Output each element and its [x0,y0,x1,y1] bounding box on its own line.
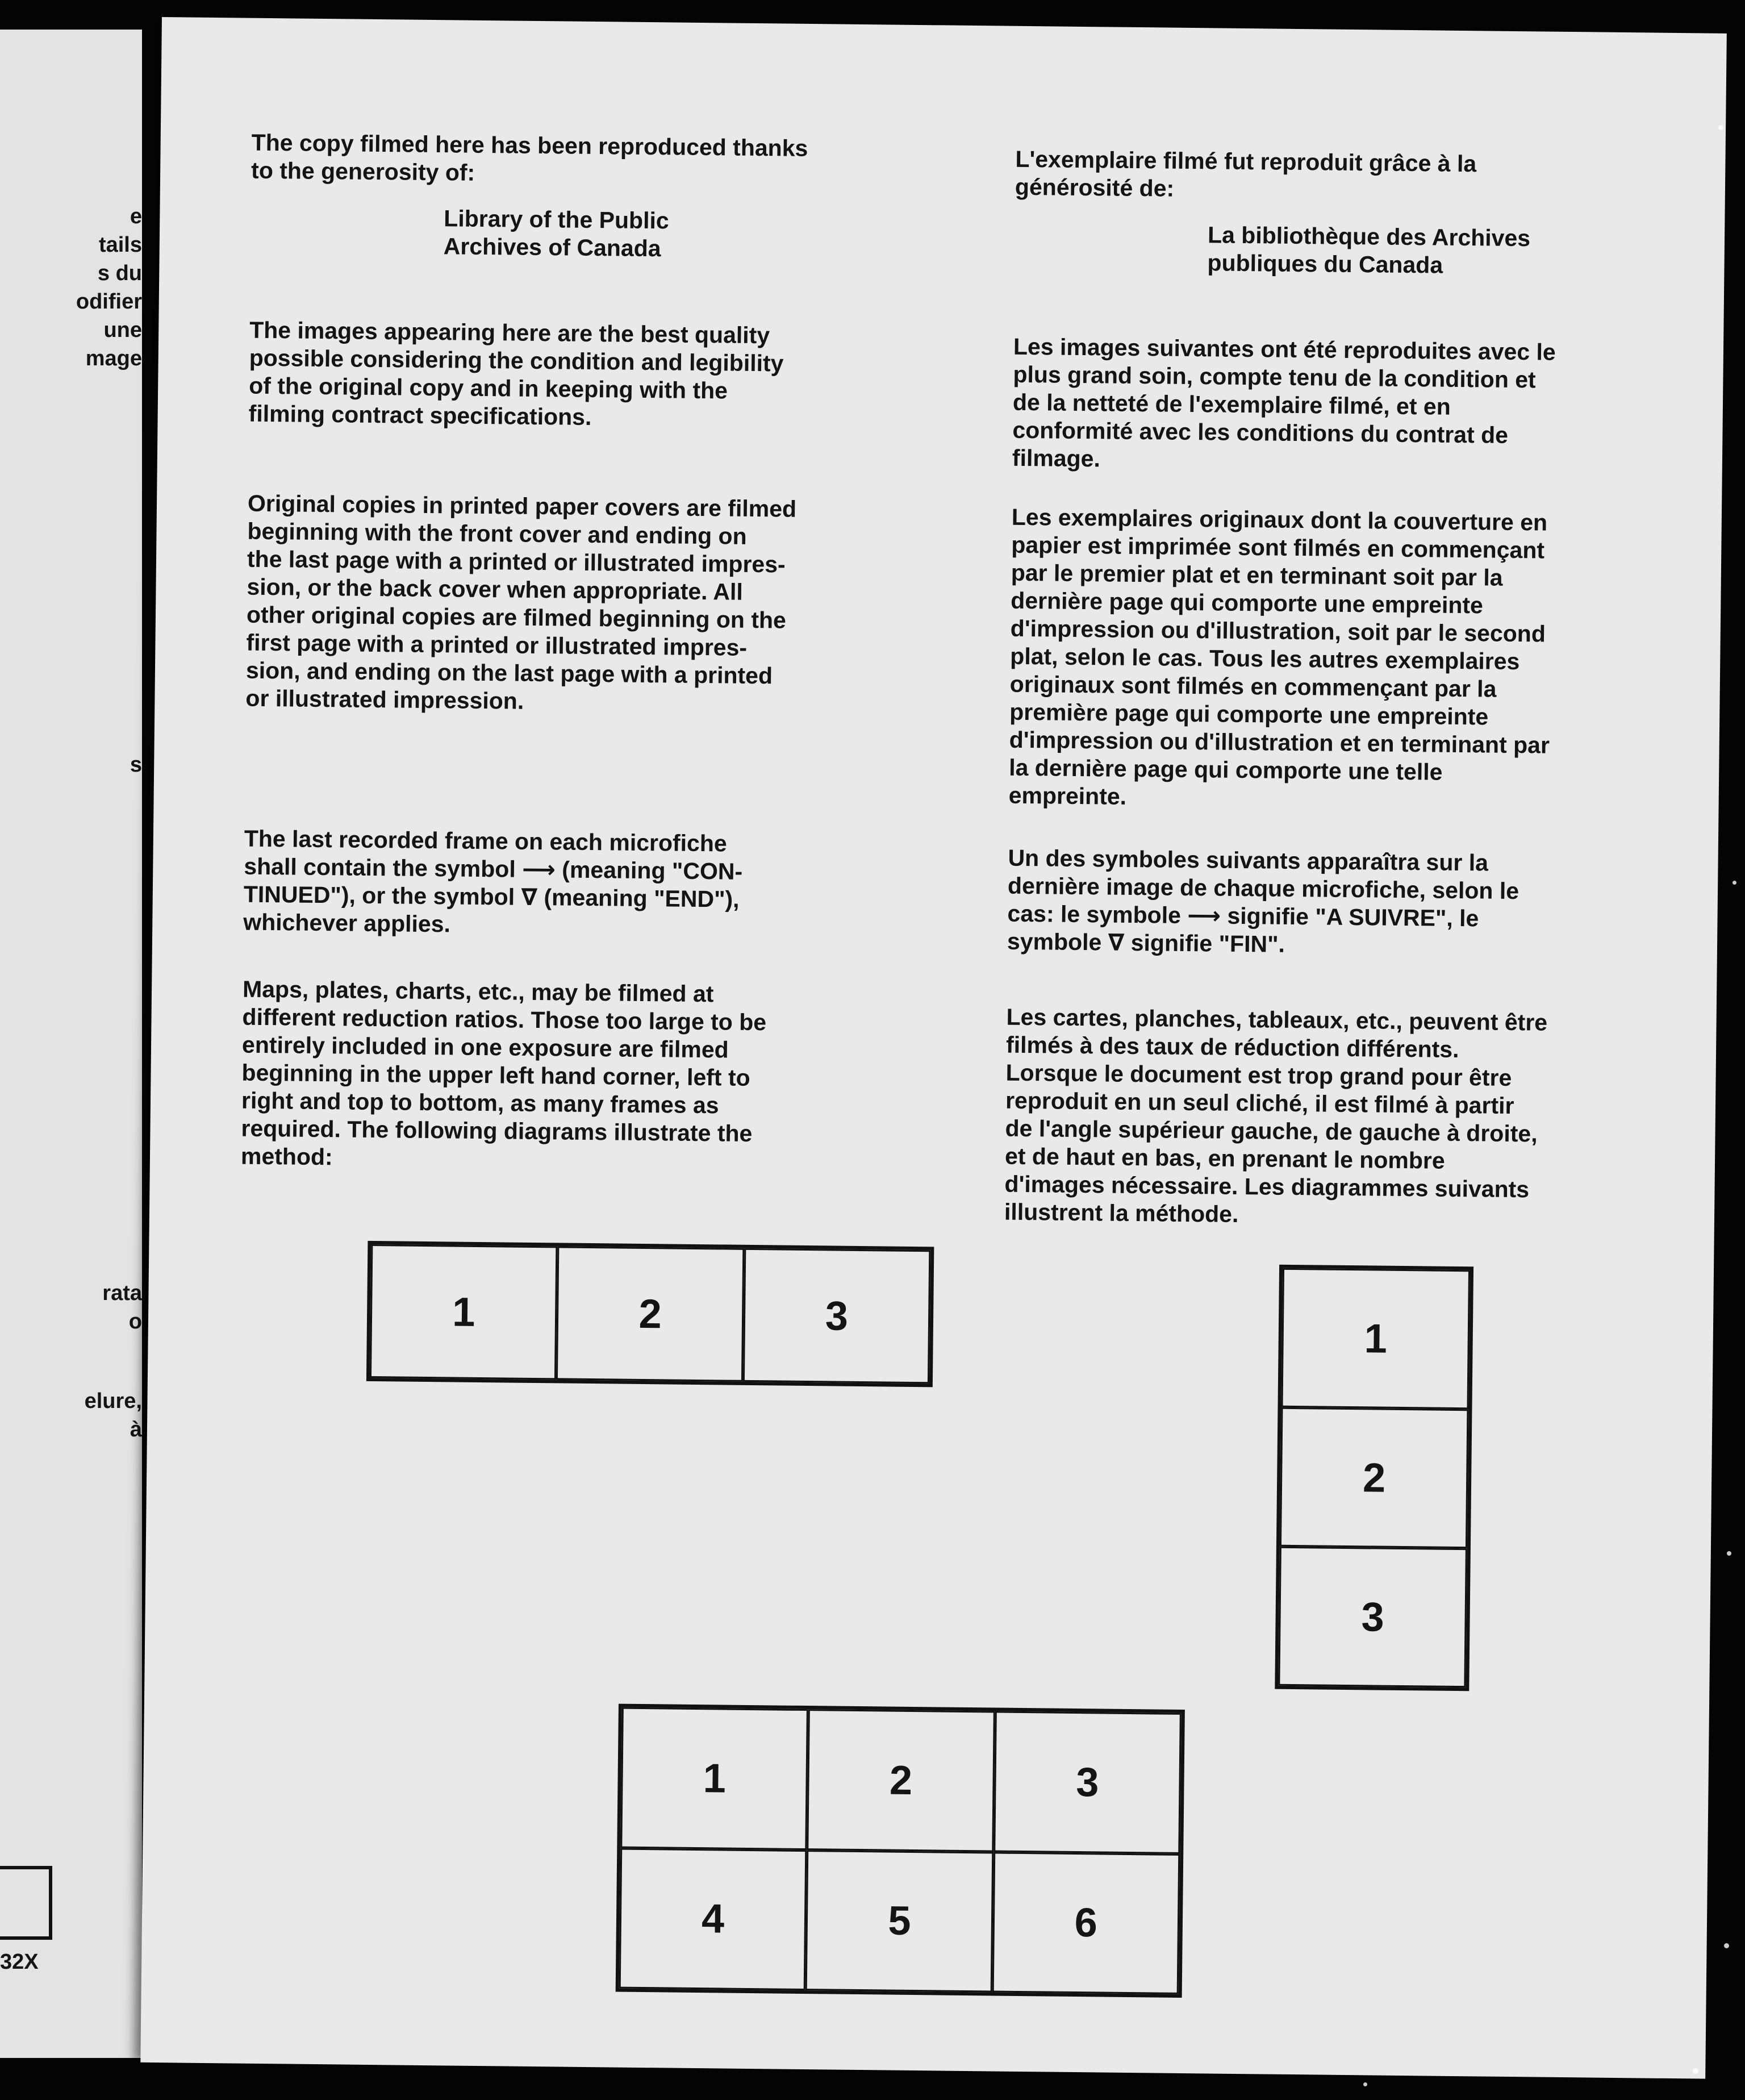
diagram-cell: 1 [370,1244,558,1380]
french-column [1004,145,1669,1227]
en-paragraph-5: Maps, plates, charts, etc., may be filmed at different reduction ratios. Those too large to be entirely included in one exposure are filmed beginning in the upper left hand corner, left to right and top to bottom, as many frames as required. The following diagrams illustrate the method: [240,976,767,1170]
diagram-cell: 3 [743,1248,931,1384]
fragment-box [0,1866,52,1940]
diagram-cell: 5 [805,1850,993,1993]
diagram-cell: 2 [1280,1407,1469,1548]
diagram-cell: 3 [1278,1547,1467,1688]
dust-speck [1718,125,1723,130]
fragment-line: une [103,318,142,342]
diagram-cell: 2 [807,1709,995,1852]
english-column [240,129,894,1170]
en-paragraph-4: The last recorded frame on each microfiche shall contain the symbol ⟶ (meaning "CON- TINUED"), or the symbol ∇ (meaning "END"), whichever applies. [243,825,743,938]
fragment-line: s du [97,261,142,285]
diagram-cell: 4 [619,1848,807,1990]
previous-page-fragment [0,30,142,2058]
dust-speck [1724,1943,1729,1948]
fragment-line: s [130,753,142,777]
fr-paragraph-1: L'exemplaire filmé fut reproduit grâce à la générosité de: [1015,145,1477,202]
diagram-grid [616,1704,1185,1998]
diagram-horizontal [366,1241,934,1387]
diagram-cell: 1 [620,1707,808,1850]
fragment-line: e [130,205,142,228]
fragment-line: à [130,1418,142,1441]
diagram-vertical [1275,1265,1473,1691]
dust-speck [1727,1551,1731,1556]
diagram-cell: 2 [556,1246,744,1381]
fragment-line: o [128,1310,142,1334]
fragment-label: 32X [0,1950,39,1974]
fr-paragraph-3: Les exemplaires originaux dont la couverture en papier est imprimée sont filmés en commençant par le premier plat et en terminant soit par la dernière page qui comporte une empreinte d'impression ou d'illustration, soit par le second plat, selon le cas. Tous les autres exemplaires originaux sont filmés en commençant par la première page qui comporte une empreinte d'impression ou d'illustration et en terminant par la dernière page qui comporte une telle empreinte. [1008,503,1550,810]
fragment-line: odifier [76,290,142,314]
en-paragraph-2: The images appearing here are the best quality possible considering the condition and legibility of the original copy and in keeping with the filming contract specifications. [248,316,784,430]
dust-speck [1733,881,1736,885]
fr-paragraph-2: Les images suivantes ont été reproduites avec le plus grand soin, compte tenu de la condition et de la netteté de l'exemplaire filmé, et en conformité avec les conditions du contrat de filmage. [1012,333,1556,472]
fr-library-name: La bibliothèque des Archives publiques du Canada [1207,222,1531,278]
fragment-line: mage [85,347,142,370]
en-library-name: Library of the Public Archives of Canada [443,205,669,262]
fr-paragraph-4: Un des symboles suivants apparaîtra sur la dernière image de chaque microfiche, selon le cas: le symbole ⟶ signifie "A SUIVRE", le symbole ∇ signifie "FIN". [1007,844,1519,957]
diagram-cell: 6 [992,1852,1180,1994]
fragment-line: elure, [84,1389,142,1413]
en-paragraph-3: Original copies in printed paper covers are filmed beginning with the front cover and ending on the last page with a printed or illustrated impres- sion, or the back cover when appropriate. All other original copies are filmed beginning on the first page with a printed or illustrated impres- sion, and ending on the last page with a printed or illustrated impression. [245,490,797,714]
fr-paragraph-5: Les cartes, planches, tableaux, etc., peuvent être filmés à des taux de réduction différents. Lorsque le document est trop grand pour être reproduit en un seul cliché, il est filmé à partir de l'angle supérieur gauche, de gauche à droite, et de haut en bas, en prenant le nombre d'images nécessaire. Les diagrammes suivants illustrent la méthode. [1004,1003,1548,1227]
dust-speck [1693,2068,1698,2074]
en-paragraph-1: The copy filmed here has been reproduced thanks to the generosity of: [251,129,808,186]
fragment-line: tails [98,233,142,257]
fragment-line: rata [102,1281,142,1305]
diagram-cell: 1 [1281,1268,1470,1409]
diagram-cell: 3 [993,1711,1182,1854]
dust-speck [1363,2082,1367,2086]
document-page [140,17,1727,2079]
